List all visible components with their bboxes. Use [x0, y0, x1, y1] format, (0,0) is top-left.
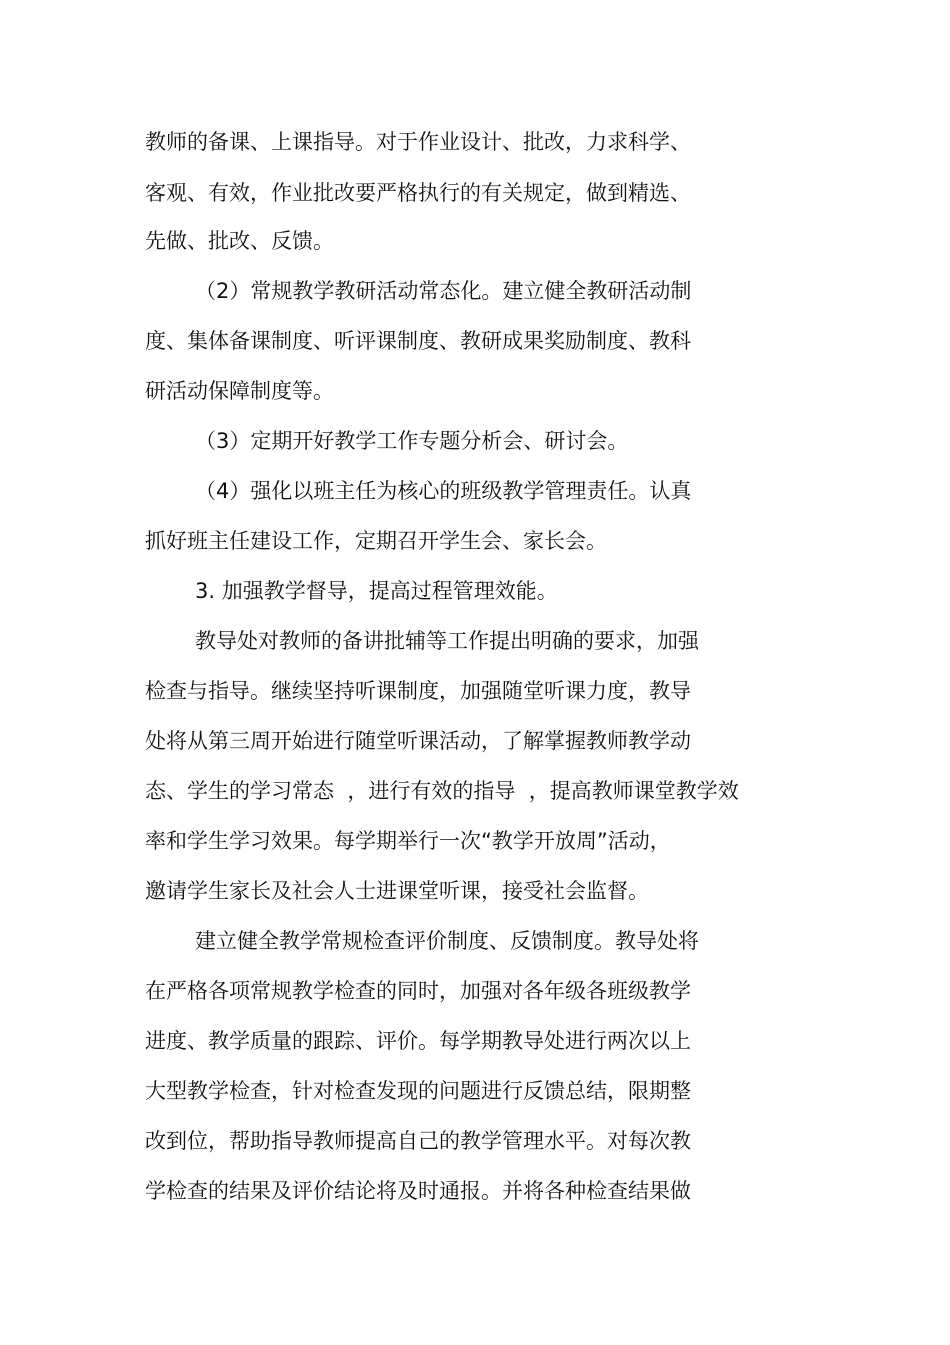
text-line-3: 先做、批改、反馈。	[145, 229, 334, 253]
text-line-15: 率和学生学习效果。每学期举行一次“教学开放周”活动，	[145, 829, 671, 853]
text-line-17: 建立健全教学常规检查评价制度、反馈制度。教导处将	[195, 929, 699, 953]
text-line-11: 教导处对教师的备讲批辅等工作提出明确的要求，加强	[195, 629, 699, 653]
text-line-22: 学检查的结果及评价结论将及时通报。并将各种检查结果做	[145, 1179, 691, 1203]
text-line-13: 处将从第三周开始进行随堂听课活动，了解掌握教师教学动	[145, 729, 691, 753]
text-line-9: 抓好班主任建设工作，定期召开学生会、家长会。	[145, 529, 607, 553]
text-line-16: 邀请学生家长及社会人士进课堂听课，接受社会监督。	[145, 879, 649, 903]
text-line-6: 研活动保障制度等。	[145, 379, 334, 403]
text-line-5: 度、集体备课制度、听评课制度、教研成果奖励制度、教科	[145, 329, 691, 353]
text-line-19: 进度、教学质量的跟踪、评价。每学期教导处进行两次以上	[145, 1029, 691, 1053]
text-line-10: 3. 加强教学督导，提高过程管理效能。	[195, 579, 558, 603]
text-line-7: （3）定期开好教学工作专题分析会、研讨会。	[195, 429, 629, 453]
text-line-20: 大型教学检查，针对检查发现的问题进行反馈总结，限期整	[145, 1079, 691, 1103]
text-line-12: 检查与指导。继续坚持听课制度，加强随堂听课力度，教导	[145, 679, 691, 703]
text-line-18: 在严格各项常规教学检查的同时，加强对各年级各班级教学	[145, 979, 691, 1003]
text-line-14: 态、学生的学习常态 ，进行有效的指导 ，提高教师课堂教学效	[145, 779, 739, 803]
text-line-1: 教师的备课、上课指导。对于作业设计、批改，力求科学、	[145, 130, 691, 154]
text-line-4: （2）常规教学教研活动常态化。建立健全教研活动制	[195, 279, 692, 303]
text-line-21: 改到位，帮助指导教师提高自己的教学管理水平。对每次教	[145, 1129, 691, 1153]
text-line-8: （4）强化以班主任为核心的班级教学管理责任。认真	[195, 479, 692, 503]
text-line-2: 客观、有效，作业批改要严格执行的有关规定，做到精选、	[145, 181, 691, 205]
